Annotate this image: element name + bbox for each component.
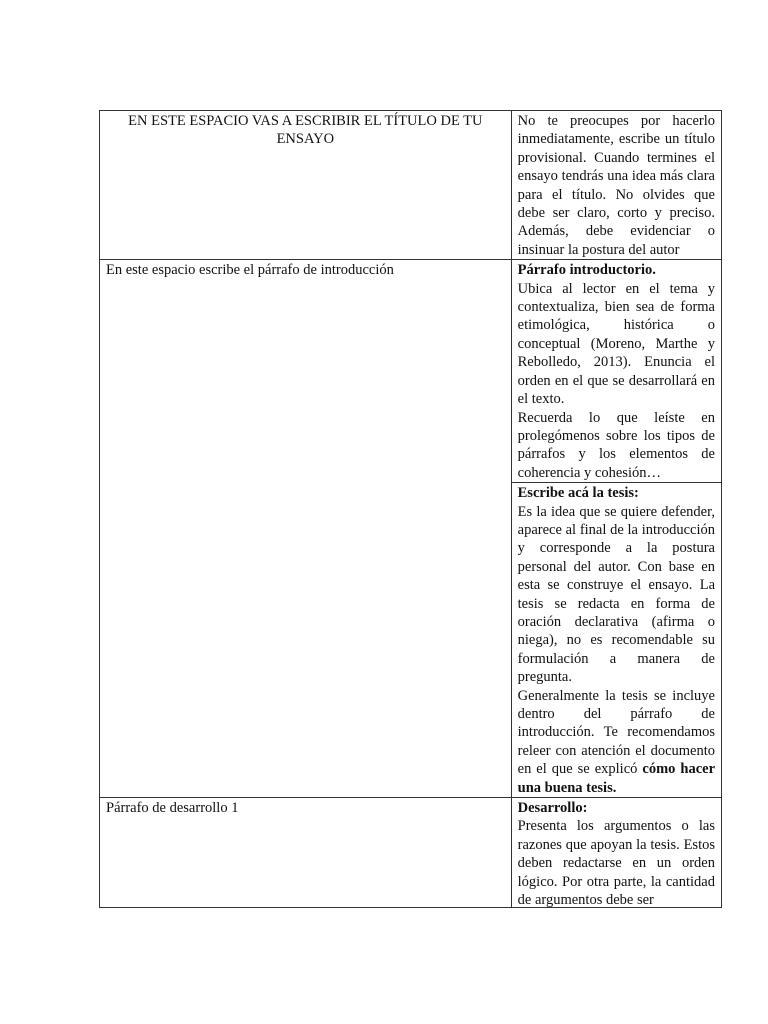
development-instructions-wrap <box>518 799 715 907</box>
title-placeholder-text: EN ESTE ESPACIO VAS A ESCRIBIR EL TÍTULO DE TU ENSAYO <box>128 113 483 148</box>
development-heading: Desarrollo: <box>517 800 588 817</box>
thesis-paragraph-2-text: Generalmente la tesis se incluye dentro del párrafo de introducción. Te recomendamos releer con atención el documento en el que se explicó <box>517 687 715 778</box>
thesis-paragraph-2 <box>518 687 715 797</box>
table-row-development <box>100 798 722 908</box>
development-placeholder-cell <box>100 798 512 908</box>
development-paragraph-1: Presenta los argumentos o las razones que apoyan la tesis. Estos deben redactarse en un orden lógico. Por otra parte, la cantidad de argumentos debe ser <box>517 818 715 908</box>
table-row-title <box>100 111 722 260</box>
thesis-instructions-cell <box>511 483 721 798</box>
intro-placeholder-text: En este espacio escribe el párrafo de introducción <box>106 262 394 279</box>
intro-paragraph-1: Ubica al lector en el tema y contextualiza, bien sea de forma etimológica, histórica o conceptual (Moreno, Marthe y Rebolledo, 2013). Enuncia el orden en el que se desarrollará en el texto. <box>517 280 715 408</box>
intro-placeholder-cell <box>100 260 512 798</box>
thesis-paragraph-1: Es la idea que se quiere defender, aparece al final de la introducción y corresponde a la postura personal del autor. Con base en esta se construye el ensayo. La tesis se redacta en forma de oración declarativa (afirma o niega), no es recomendable su formulación a manera de pregunta. <box>517 503 715 686</box>
development-instructions-cell <box>511 798 721 908</box>
title-instructions-text: No te preocupes por hacerlo inmediatamente, escribe un título provisional. Cuando termines el ensayo tendrás una idea más clara para el título. No olvides que debe ser claro, corto y preciso. Además, debe evidenciar o insinuar la postura del autor <box>517 113 715 258</box>
title-instructions-cell <box>511 111 721 260</box>
thesis-link-text: cómo hacer una buena tesis. <box>517 761 716 796</box>
essay-template-table <box>99 110 722 908</box>
intro-heading: Párrafo introductorio. <box>517 262 656 279</box>
intro-instructions-cell <box>511 260 721 483</box>
table-row-intro <box>100 260 722 483</box>
title-placeholder-cell <box>100 111 512 260</box>
intro-paragraph-2: Recuerda lo que leíste en prolegómenos sobre los tipos de párrafos y los elementos de coherencia y cohesión… <box>517 409 715 481</box>
thesis-heading: Escribe acá la tesis: <box>517 485 639 502</box>
development-placeholder-text: Párrafo de desarrollo 1 <box>106 800 239 817</box>
